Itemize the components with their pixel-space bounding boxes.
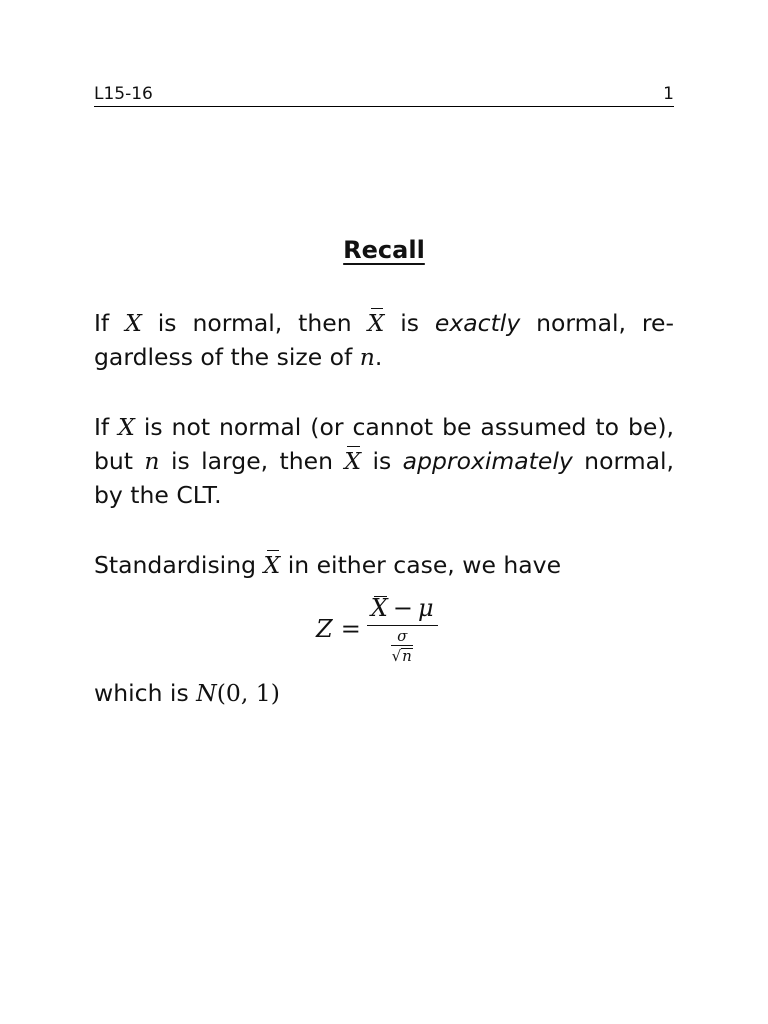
math-x: X [118,413,135,441]
math-n: n [144,447,160,475]
paragraph-clt: If X is not normal (or cannot be assumed to be), but n is large, then X is approximately normal, by the CLT. [94,413,674,509]
math-x: X [125,309,142,337]
formula-z: Z [316,615,333,643]
formula-fraction [367,594,438,664]
formula-numerator: X − μ [370,594,434,622]
lecture-id: L15-16 [94,84,153,104]
z-score-formula [316,594,438,664]
page-number: 1 [663,84,674,104]
math-xbar: X [264,548,281,582]
page-header [94,84,674,104]
formula-denominator: σ √ n [391,627,412,665]
formula-equals: = [340,615,361,643]
math-xbar: X [368,306,385,340]
emphasis-approximately: approximately [402,447,573,475]
math-N: N [196,679,217,707]
emphasis-exactly: exactly [434,309,521,337]
math-n: n [359,343,375,371]
paragraph-standard-normal: which is N(0, 1) [94,679,280,707]
math-xbar: X [344,444,361,478]
header-rule [94,106,674,107]
paragraph-standardising: Standardising X in either case, we have [94,548,674,582]
slide-title: Recall [343,236,425,264]
paragraph-exact-normal: If X is normal, then X is exactly normal, re-gardless of the size of n. [94,306,674,374]
